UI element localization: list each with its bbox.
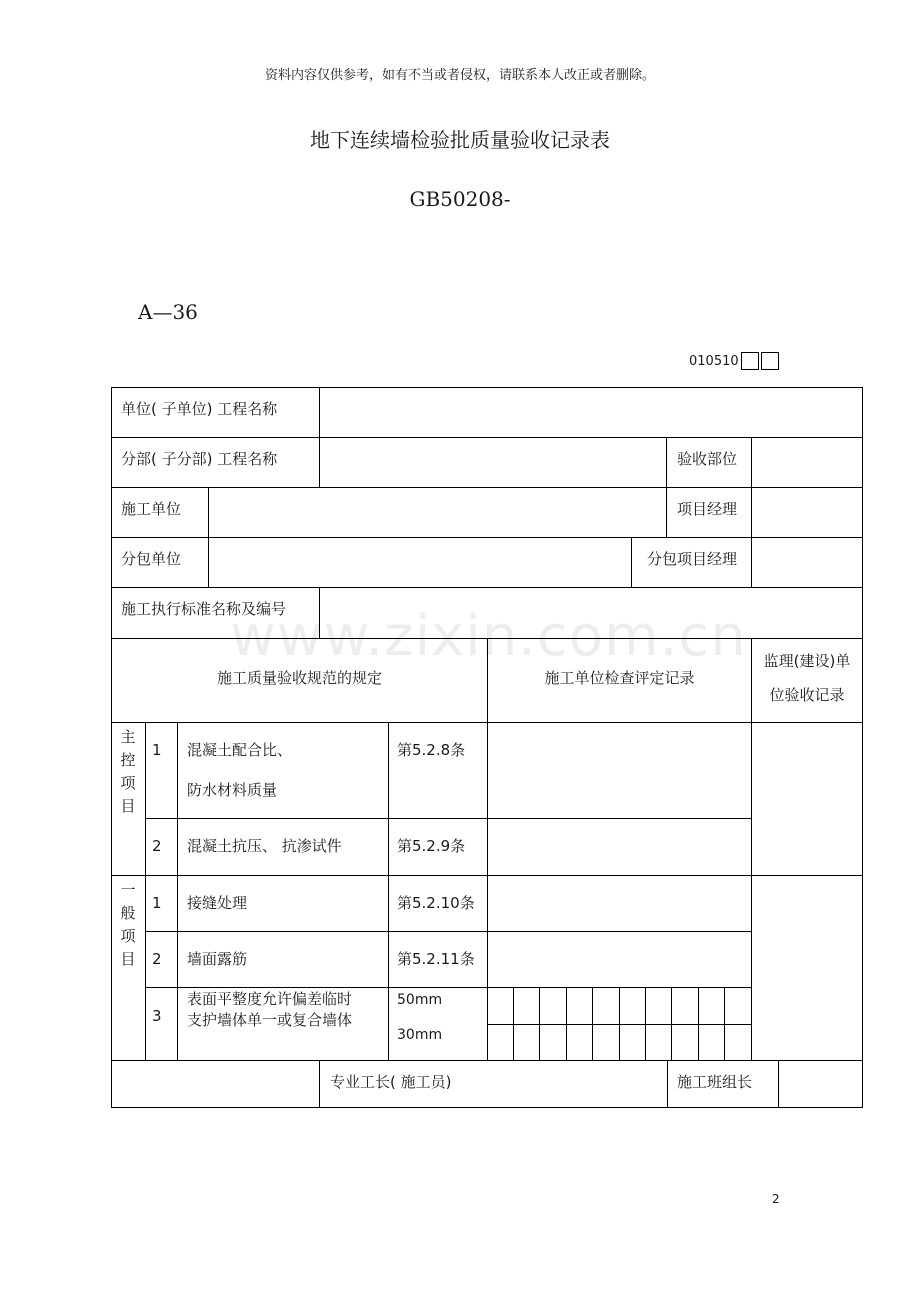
item-tolerance: 30mm [397,1027,443,1043]
sub-project-manager-field[interactable] [752,538,862,587]
table-line [111,1107,863,1108]
table-line [177,722,178,1061]
table-line [592,987,593,1061]
table-line [111,387,112,1108]
item-tolerance: 50mm [397,992,443,1008]
foreman-label: 专业工长( 施工员) [330,1073,452,1091]
item-clause: 第5.2.10条 [397,894,475,912]
table-line [645,987,646,1061]
table-line [862,387,863,1108]
unit-project-field[interactable] [320,388,862,437]
unit-project-label: 单位( 子单位) 工程名称 [121,400,278,418]
inspection-record-field[interactable] [488,876,751,931]
construction-unit-label: 施工单位 [121,500,182,518]
team-leader-field[interactable] [779,1061,862,1107]
foreman-field[interactable] [488,1061,667,1107]
acceptance-part-field[interactable] [752,438,862,487]
item-number: 2 [152,950,162,968]
project-manager-field[interactable] [752,488,862,537]
main-group-char: 目 [120,797,136,815]
record-number [689,352,779,370]
project-manager-label: 项目经理 [677,500,738,518]
general-group-char: 目 [120,950,136,968]
general-group-char: 一 [120,881,136,899]
table-line [319,1060,320,1108]
watermark: www.zixin.com.cn [230,604,747,669]
supervision-header-line-1: 监理(建设)单 [763,652,851,670]
item-text: 墙面露筋 [187,950,248,968]
main-group-char: 主 [120,728,136,746]
construction-unit-field[interactable] [209,488,666,537]
sub-project-manager-label: 分包项目经理 [647,550,738,568]
team-leader-label: 施工班组长 [677,1073,753,1091]
table-line [388,722,389,1061]
supervision-header-line-2: 位验收记录 [769,686,845,704]
item-text: 混凝土配合比、 [187,741,293,759]
document-title: 地下连续墙检验批质量验收记录表 [310,128,610,152]
inspection-record-header: 施工单位检查评定记录 [544,669,695,687]
table-line [619,987,620,1061]
sub-project-label: 分部( 子分部) 工程名称 [121,450,278,468]
item-clause: 第5.2.11条 [397,950,475,968]
record-number-box-2[interactable] [761,352,779,370]
table-line [698,987,699,1061]
record-number-text: 010510 [689,353,739,369]
page-number: 2 [772,1192,780,1206]
footer-blank-cell[interactable] [112,1061,319,1107]
main-group-char: 项 [120,774,136,792]
inspection-record-field[interactable] [488,723,751,818]
item-text: 表面平整度允许偏差临时 [187,990,353,1008]
table-line [631,537,632,588]
item-clause: 第5.2.9条 [397,837,466,855]
standard-code: GB50208- [409,187,511,211]
general-group-label [118,879,138,971]
subcontractor-field[interactable] [209,538,631,587]
table-line [513,987,514,1061]
table-line [145,987,751,988]
standard-name-field[interactable] [320,588,862,638]
table-line [666,437,667,538]
item-text: 混凝土抗压、 抗渗试件 [187,837,342,855]
item-number: 1 [152,741,162,759]
table-line [539,987,540,1061]
table-line [724,987,725,1061]
standard-name-label: 施工执行标准名称及编号 [121,600,287,618]
general-group-char: 项 [120,927,136,945]
item-text: 防水材料质量 [187,781,278,799]
table-line [145,722,146,1061]
main-group-label [118,726,138,818]
table-line [566,987,567,1061]
subcontractor-label: 分包单位 [121,550,182,568]
header-note: 资料内容仅供参考，如有不当或者侵权，请联系本人改正或者删除。 [264,68,655,83]
item-clause: 第5.2.8条 [397,741,466,759]
main-group-char: 控 [120,751,136,769]
spec-rules-header: 施工质量验收规范的规定 [216,669,382,687]
table-line [671,987,672,1061]
supervision-record-field[interactable] [752,876,862,1060]
item-number: 2 [152,837,162,855]
item-number: 1 [152,894,162,912]
item-text: 接缝处理 [187,894,248,912]
item-text: 支护墙体单一或复合墙体 [187,1011,353,1029]
record-number-box-1[interactable] [741,352,759,370]
supervision-record-field[interactable] [752,723,862,875]
inspection-record-field[interactable] [488,932,751,987]
sub-project-field[interactable] [320,438,666,487]
form-code: A—36 [138,300,198,324]
inspection-record-field[interactable] [488,819,751,875]
acceptance-part-label: 验收部位 [677,450,738,468]
item-number: 3 [152,1007,162,1025]
general-group-char: 般 [120,904,136,922]
table-line [667,1060,668,1108]
